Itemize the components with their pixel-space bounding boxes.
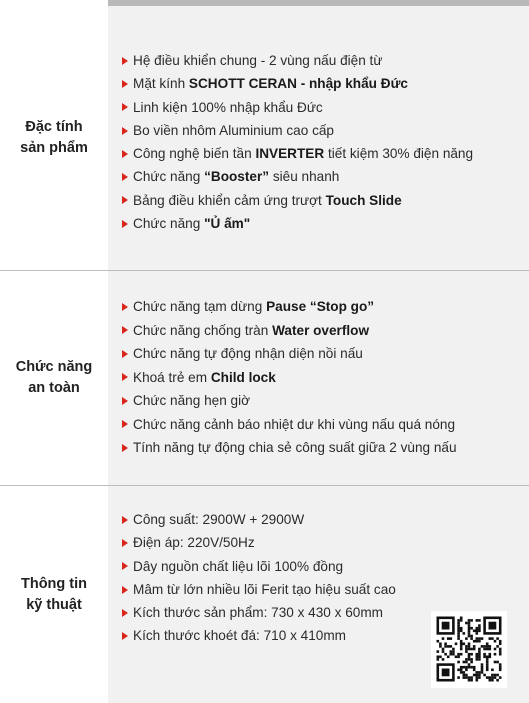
list-item [122,578,523,601]
bullet-arrow-icon [122,220,128,228]
section-label-column [0,486,108,703]
list-item [122,531,523,554]
qr-code-icon[interactable] [431,611,507,688]
section-safety-functions [0,271,529,486]
item-text: Chức năng chống tràn [133,322,273,338]
bullet-arrow-icon [122,609,128,617]
bullet-arrow-icon [122,397,128,405]
item-text: Chức năng [133,169,205,185]
bullet-arrow-icon [122,103,128,111]
section-label-line1: Thông tin [20,575,88,592]
highlight-text: Child lock [210,369,276,385]
highlight-text: SCHOTT CERAN - nhập khẩu Đức [188,76,408,92]
item-text: Bảng điều khiển cảm ứng trượt [133,192,326,208]
highlight-text: "Ủ ấm" [204,216,251,232]
bullet-arrow-icon [122,420,128,428]
list-item [122,389,523,413]
item-text: Chức năng tự động nhận diện nồi nấu [133,346,363,361]
bullet-arrow-icon [122,303,128,311]
item-text: Công suất: 2900W + 2900W [133,512,305,527]
list-item [122,508,523,531]
list-item [122,555,523,578]
feature-list [122,49,523,235]
item-text: Dây nguồn chất liệu lõi 100% đồng [133,558,344,574]
section-label-line1: Đặc tính [25,119,83,135]
section-label-column [0,6,108,270]
bullet-arrow-icon [122,444,128,452]
item-text: Tính năng tự động chia sẻ công suất giữa 2 vùng nấu [133,440,457,455]
highlight-text: “Booster” [204,169,270,185]
section-label [21,574,87,616]
list-item [122,319,523,343]
item-text: Chức năng hẹn giờ [133,393,251,408]
bullet-arrow-icon [122,80,128,88]
bullet-arrow-icon [122,196,128,204]
bullet-arrow-icon [122,562,128,570]
list-item [122,72,523,95]
item-text: Linh kiện 100% nhập khẩu Đức [133,99,323,115]
list-item [122,49,523,72]
list-item [122,212,523,235]
item-text: Công nghệ biến tần [133,146,256,162]
section-label [20,117,88,159]
highlight-text: INVERTER [255,146,325,162]
item-text: Mâm từ lớn nhiều lõi Ferit tạo hiệu suất cao [133,581,396,597]
list-item [122,295,523,319]
list-item [122,165,523,188]
bullet-arrow-icon [122,539,128,547]
section-label-line2: kỹ thuật [26,596,82,613]
item-text: Mặt kính [133,76,189,92]
section-label-line2: an toàn [28,380,80,396]
highlight-text: Touch Slide [325,192,402,208]
item-text: Chức năng cảnh báo nhiệt dư khi vùng nấu quá nóng [133,416,456,432]
qr-code-graphic [431,611,507,688]
list-item [122,413,523,437]
item-text: Chức năng tạm dừng [133,299,267,314]
item-text: siêu nhanh [269,169,340,185]
highlight-text: Pause “Stop go” [266,299,375,314]
item-text: Bo viền nhôm Aluminium cao cấp [133,122,334,138]
bullet-arrow-icon [122,586,128,594]
item-text: Kích thước khoét đá: 710 x 410mm [133,628,346,644]
bullet-arrow-icon [122,632,128,640]
section-content [108,271,529,485]
bullet-arrow-icon [122,373,128,381]
feature-list [122,295,523,460]
list-item [122,342,523,366]
bullet-arrow-icon [122,326,128,334]
item-text: Hệ điều khiển chung - 2 vùng nấu điện từ [133,53,383,68]
bullet-arrow-icon [122,127,128,135]
bullet-arrow-icon [122,516,128,524]
item-text: Khoá trẻ em [133,369,211,385]
list-item [122,436,523,460]
item-text: tiết kiệm 30% điện năng [324,146,474,162]
bullet-arrow-icon [122,150,128,158]
list-item [122,142,523,165]
item-text: Điện áp: 220V/50Hz [133,535,255,551]
bullet-arrow-icon [122,173,128,181]
section-content [108,6,529,270]
item-text: Kích thước sản phẩm: 730 x 430 x 60mm [133,605,383,621]
section-label-line2: sản phẩm [20,140,88,156]
section-label [16,357,93,399]
list-item [122,119,523,142]
item-text: Chức năng [133,216,205,232]
section-label-column [0,271,108,485]
list-item [122,96,523,119]
section-label-line1: Chức năng [15,359,93,375]
list-item [122,366,523,390]
bullet-arrow-icon [122,350,128,358]
highlight-text: Water overflow [272,322,370,338]
section-product-features [0,6,529,271]
bullet-arrow-icon [122,57,128,65]
list-item [122,189,523,212]
